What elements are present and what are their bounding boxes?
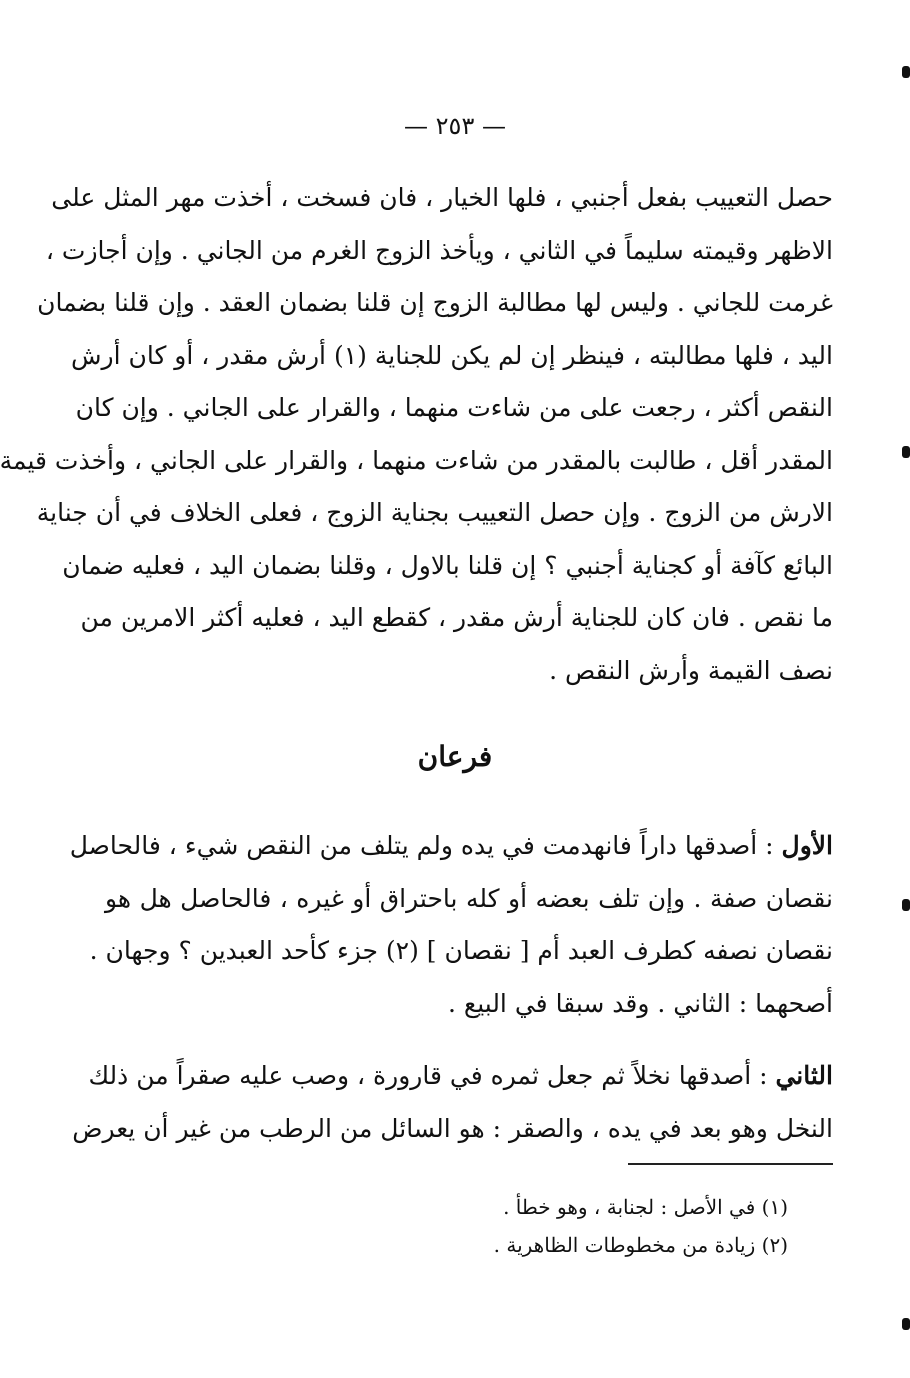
text-line: اليد ، فلها مطالبته ، فينظر إن لم يكن للجناية (١) أرش مقدر ، أو كان أرش: [71, 340, 833, 370]
margin-mark: [902, 66, 910, 78]
text-line: البائع كآفة أو كجناية أجنبي ؟ إن قلنا بالاول ، وقلنا بضمان اليد ، فعليه ضمان: [62, 550, 833, 580]
text-line-rest: : أصدقها داراً فانهدمت في يده ولم يتلف من النقص شيء ، فالحاصل: [69, 831, 782, 860]
text-line: الارش من الزوج . وإن حصل التعييب بجناية الزوج ، فعلى الخلاف في أن جناية: [36, 498, 833, 527]
paragraph-first-branch: [69, 820, 833, 1030]
footnote: (٢) زيادة من مخطوطات الظاهرية .: [493, 1233, 788, 1257]
text-line: المقدر أقل ، طالبت بالمقدر من شاءت منهما ، والقرار على الجاني ، وأخذت قيمة: [0, 445, 833, 475]
text-line: الاظهر وقيمته سليماً في الثاني ، ويأخذ الزوج الغرم من الجاني . وإن أجازت ،: [45, 235, 833, 265]
paragraph-main: [0, 172, 833, 697]
text-line: [88, 1050, 833, 1103]
margin-mark: [902, 1318, 910, 1330]
text-line: نقصان نصفه كطرف العبد أم [ نقصان ] (٢) جزء كأحد العبدين ؟ وجهان .: [89, 936, 833, 965]
section-heading: فرعان: [417, 740, 493, 773]
margin-mark: [902, 899, 910, 911]
text-line-rest: : أصدقها نخلاً ثم جعل ثمره في قارورة ، وصب عليه صقراً من ذلك: [88, 1061, 776, 1090]
branch-label: الأول: [781, 831, 833, 860]
text-line: النقص أكثر ، رجعت على من شاءت منهما ، والقرار على الجاني . وإن كان: [75, 393, 833, 422]
footnote: (١) في الأصل : لجنابة ، وهو خطأ .: [503, 1195, 788, 1219]
text-line: ما نقص . فان كان للجناية أرش مقدر ، كقطع اليد ، فعليه أكثر الامرين من: [80, 603, 833, 632]
text-line: حصل التعييب بفعل أجنبي ، فلها الخيار ، فان فسخت ، أخذت مهر المثل على: [51, 183, 833, 212]
page-number: — ٢٥٣ —: [404, 112, 506, 140]
text-line: نقصان صفة . وإن تلف بعضه أو كله باحتراق أو غيره ، فالحاصل هل هو: [105, 883, 833, 913]
footnote-separator: [628, 1163, 833, 1165]
margin-mark: [902, 446, 910, 458]
branch-label: الثاني: [775, 1061, 833, 1090]
text-line: النخل وهو بعد في يده ، والصقر : هو السائل من الرطب من غير أن يعرض: [72, 1113, 833, 1143]
paragraph-second-branch: [72, 1050, 833, 1155]
footnotes: [494, 1188, 788, 1264]
text-line: نصف القيمة وأرش النقص .: [549, 655, 833, 685]
text-line: [69, 820, 833, 873]
text-line: أصحهما : الثاني . وقد سبقا في البيع .: [448, 988, 833, 1018]
text-line: غرمت للجاني . وليس لها مطالبة الزوج إن قلنا بضمان العقد . وإن قلنا بضمان: [37, 288, 833, 317]
